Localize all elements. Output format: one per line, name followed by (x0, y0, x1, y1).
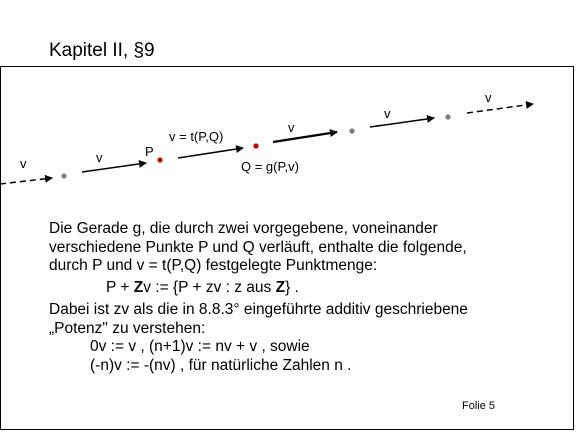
formula-bold-z-1: Z (133, 278, 144, 296)
formula-part-3: } . (285, 278, 299, 296)
text-line-7: 0v := v , (n+1)v := nv + v , sowie (90, 338, 310, 355)
point-gray-3 (445, 114, 450, 119)
vector-arrow-2 (178, 148, 243, 158)
text-line-8: (-n)v := -(nv) , für natürliche Zahlen n . (90, 356, 352, 374)
slide-number: Folie 5 (462, 400, 496, 412)
text-line-3: durch P und v = t(P,Q) festgelegte Punktmenge: (49, 257, 378, 274)
slide-title: Kapitel II, §9 (49, 40, 155, 61)
text-line-6: „Potenz" zu verstehen: (49, 319, 206, 337)
label-v-1: v (20, 156, 27, 171)
label-v-def: v = t(P,Q) (169, 129, 224, 144)
label-v-5: v (485, 90, 492, 105)
vector-arrow-1 (82, 163, 146, 172)
dashed-line-right (467, 104, 533, 113)
label-v-3: v (288, 120, 295, 135)
point-gray-2 (349, 128, 354, 133)
dashed-line-left (0, 178, 52, 184)
formula-bold-z-2: Z (275, 278, 286, 296)
text-line-1: Die Gerade g, die durch zwei vorgegebene, voneinander (49, 220, 438, 237)
formula-line (49, 279, 569, 298)
point-gray-1 (61, 173, 66, 178)
point-q (253, 143, 258, 148)
vector-arrow-3 (273, 132, 337, 142)
vector-arrow-4 (370, 118, 434, 127)
formula-part-2: v := {P + zv : z aus (143, 278, 276, 296)
label-v-4: v (384, 106, 391, 121)
point-p (157, 157, 162, 162)
label-p: P (145, 144, 154, 159)
formula-part-1: P + (106, 278, 134, 296)
body-text (49, 220, 569, 375)
label-v-2: v (96, 150, 103, 165)
text-line-5: Dabei ist zv als die in 8.8.3° eingeführte additiv geschriebene (49, 301, 468, 318)
label-q-def: Q = g(P,v) (241, 159, 299, 174)
text-line-2: verschiedene Punkte P und Q verläuft, enthalte die folgende, (49, 238, 467, 256)
